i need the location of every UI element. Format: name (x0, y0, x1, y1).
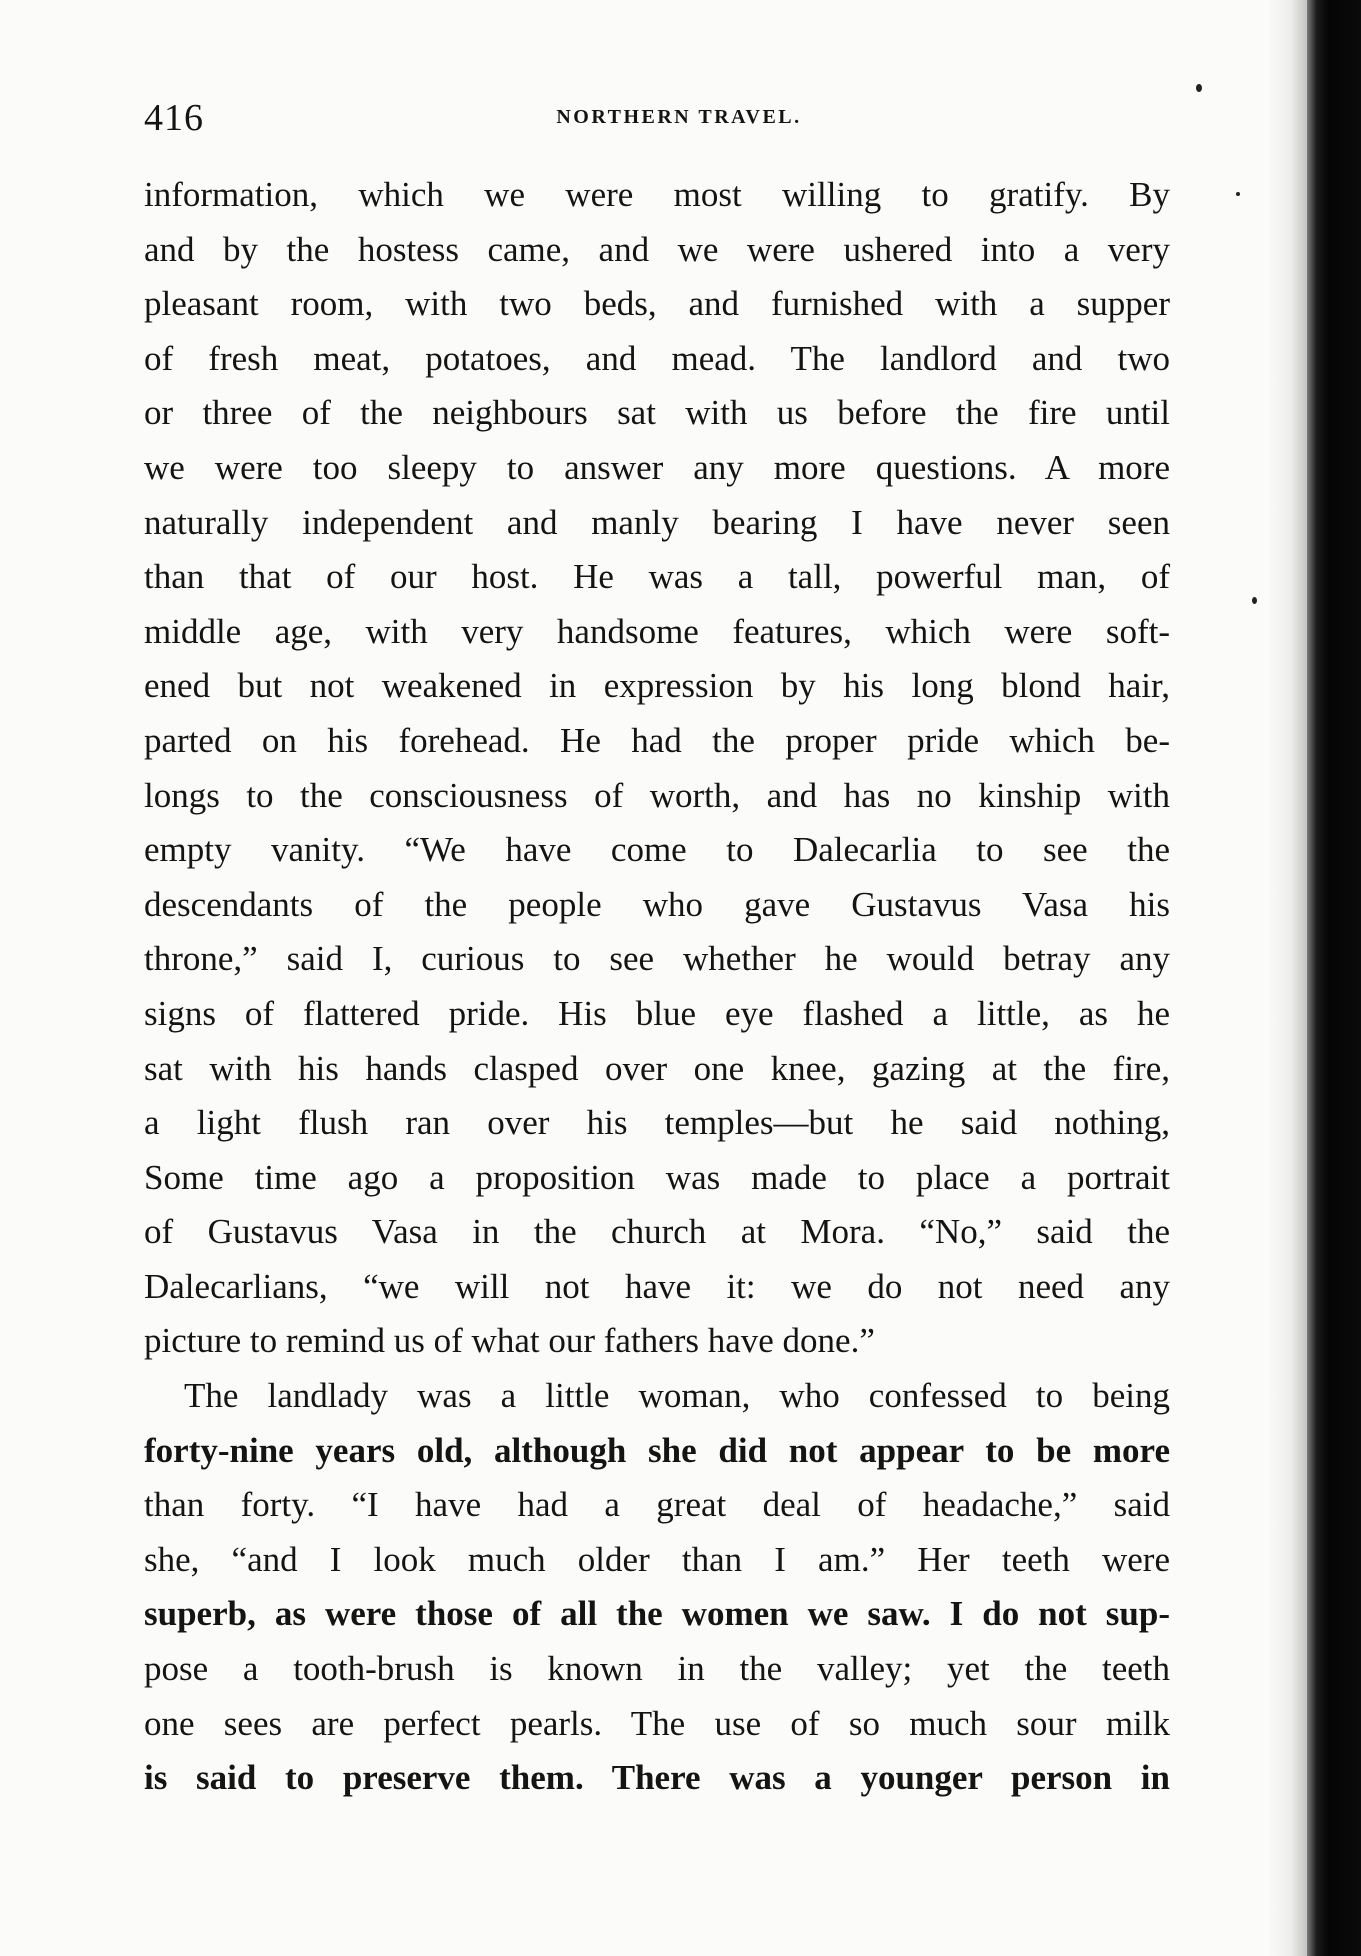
body-text (144, 168, 1170, 1806)
text-line: of fresh meat, potatoes, and mead. The landlord and two (144, 338, 1170, 378)
text-line: forty-nine years old, although she did not appear to be more (144, 1430, 1170, 1470)
scan-speck (1196, 84, 1202, 92)
text-line: information, which we were most willing to gratify. By (144, 175, 1170, 214)
text-line: pose a tooth-brush is known in the valley; yet the teeth (144, 1649, 1170, 1689)
page-number: 416 (144, 97, 204, 139)
text-line: Some time ago a proposition was made to place a portrait (144, 1157, 1170, 1197)
text-line: sat with his hands clasped over one knee, gazing at the fire, (144, 1048, 1170, 1088)
scan-speck (1252, 597, 1257, 604)
text-line: superb, as were those of all the women we saw. I do not sup- (144, 1594, 1170, 1634)
text-line: a light flush ran over his temples—but he said nothing, (144, 1103, 1170, 1143)
text-line: ened but not weakened in expression by his long blond hair, (144, 666, 1170, 706)
text-line: empty vanity. “We have come to Dalecarlia to see the (144, 830, 1170, 870)
text-line: descendants of the people who gave Gustavus Vasa his (144, 884, 1170, 924)
text-line: than forty. “I have had a great deal of headache,” said (144, 1485, 1170, 1525)
text-line: than that of our host. He was a tall, powerful man, of (144, 557, 1170, 597)
text-line: we were too sleepy to answer any more questions. A more (144, 447, 1170, 487)
binding-edge (1307, 0, 1361, 1956)
text-line: middle age, with very handsome features, which were soft- (144, 611, 1170, 651)
binding-shadow (1267, 0, 1307, 1956)
text-line: she, “and I look much older than I am.” Her teeth were (144, 1539, 1170, 1579)
page-header (144, 96, 1174, 146)
text-line: longs to the consciousness of worth, and has no kinship with (144, 775, 1170, 815)
text-line: throne,” said I, curious to see whether he would betray any (144, 939, 1170, 979)
paragraph-1 (144, 168, 1170, 1369)
text-line: and by the hostess came, and we were ushered into a very (144, 229, 1170, 269)
text-line: parted on his forehead. He had the proper pride which be- (144, 720, 1170, 760)
text-line: is said to preserve them. There was a younger person in (144, 1758, 1170, 1798)
text-line: pleasant room, with two beds, and furnished with a supper (144, 284, 1170, 324)
text-line: of Gustavus Vasa in the church at Mora. “No,” said the (144, 1212, 1170, 1252)
text-line: Dalecarlians, “we will not have it: we do not need any (144, 1266, 1170, 1306)
running-title: NORTHERN TRAVEL. (556, 106, 802, 128)
text-line: picture to remind us of what our fathers have done.” (144, 1321, 875, 1361)
paragraph-2 (144, 1369, 1170, 1806)
text-line: or three of the neighbours sat with us before the fire until (144, 393, 1170, 433)
text-line: The landlady was a little woman, who confessed to being (184, 1376, 1170, 1416)
text-line: naturally independent and manly bearing I have never seen (144, 502, 1170, 542)
scan-speck (1236, 192, 1240, 196)
text-line: signs of flattered pride. His blue eye flashed a little, as he (144, 993, 1170, 1033)
text-line: one sees are perfect pearls. The use of so much sour milk (144, 1703, 1170, 1743)
